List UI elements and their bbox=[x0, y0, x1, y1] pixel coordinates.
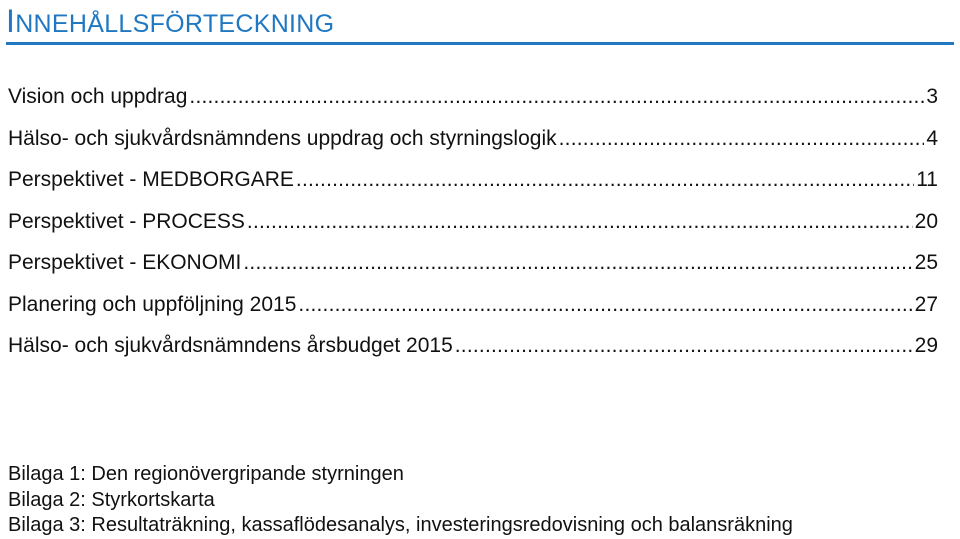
toc-entry-title: Hälso- och sjukvårdsnämndens uppdrag och styrningslogik bbox=[8, 126, 557, 150]
appendix-item: Bilaga 2: Styrkortskarta bbox=[8, 488, 215, 511]
toc-page-number: 3 bbox=[926, 85, 938, 108]
toc-dot-leader bbox=[296, 161, 914, 198]
page-title-first-letter: I bbox=[6, 3, 16, 39]
toc-entry-title: Perspektivet - MEDBORGARE bbox=[8, 168, 294, 191]
page-title-rest: NNEHÅLLSFÖRTECKNING bbox=[15, 10, 335, 38]
toc-page-number: 4 bbox=[926, 126, 938, 150]
toc-entry-title: Vision och uppdrag bbox=[8, 85, 188, 108]
toc-entry-medborgare[interactable] bbox=[8, 161, 938, 203]
toc-entry-uppdrag[interactable] bbox=[8, 120, 938, 162]
toc-page-number: 25 bbox=[914, 251, 938, 274]
toc-dot-leader bbox=[455, 327, 913, 364]
toc-page-number: 27 bbox=[914, 292, 938, 316]
toc-entry-process[interactable] bbox=[8, 203, 938, 245]
appendix-item: Bilaga 1: Den regionövergripande styrningen bbox=[8, 463, 404, 485]
toc-dot-leader bbox=[243, 244, 912, 281]
toc-entry-arsbudget[interactable] bbox=[8, 327, 938, 369]
toc-entry-title: Hälso- och sjukvårdsnämndens årsbudget 2015 bbox=[8, 334, 453, 357]
table-of-contents bbox=[8, 78, 938, 369]
toc-page-number: 20 bbox=[914, 209, 938, 233]
toc-entry-title: Perspektivet - EKONOMI bbox=[8, 251, 242, 274]
page-title bbox=[6, 2, 334, 43]
toc-dot-leader bbox=[189, 78, 924, 115]
toc-dot-leader bbox=[559, 120, 925, 157]
toc-page-number: 11 bbox=[916, 168, 938, 191]
toc-page-number: 29 bbox=[914, 334, 938, 357]
appendix-list bbox=[8, 462, 793, 539]
toc-entry-ekonomi[interactable] bbox=[8, 244, 938, 286]
toc-entry-planering[interactable] bbox=[8, 286, 938, 328]
toc-entry-title: Perspektivet - PROCESS bbox=[8, 209, 245, 233]
toc-dot-leader bbox=[247, 203, 913, 240]
toc-entry-vision[interactable] bbox=[8, 78, 938, 120]
toc-entry-title: Planering och uppföljning 2015 bbox=[8, 292, 297, 316]
toc-dot-leader bbox=[298, 286, 912, 323]
title-underline bbox=[6, 42, 954, 45]
appendix-item: Bilaga 3: Resultaträkning, kassaflödesanalys, investeringsredovisning och balansräkning bbox=[8, 514, 793, 536]
